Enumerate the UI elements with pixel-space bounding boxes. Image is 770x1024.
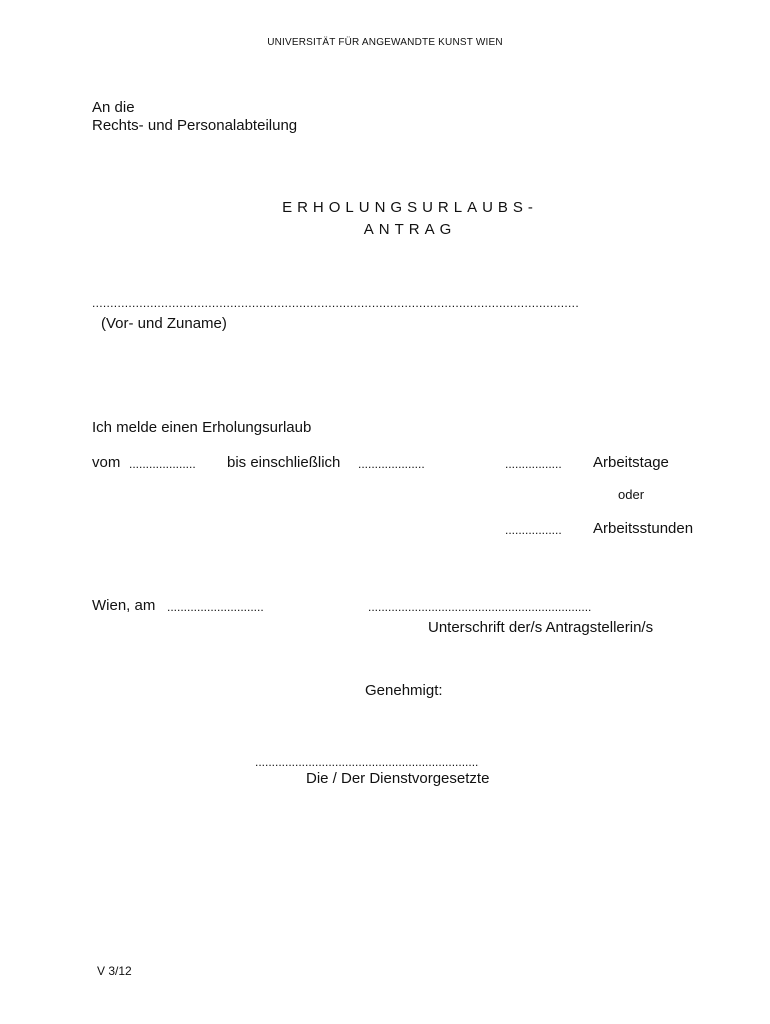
to-label: bis einschließlich	[227, 454, 341, 471]
leave-statement: Ich melde einen Erholungsurlaub	[92, 419, 312, 436]
version-label: V 3/12	[97, 964, 132, 978]
workdays-input[interactable]: .................	[505, 457, 562, 471]
name-field-label: (Vor- und Zuname)	[101, 315, 227, 332]
form-title-line-2: ANTRAG	[363, 221, 457, 238]
workhours-input[interactable]: .................	[505, 523, 562, 537]
address-line-2: Rechts- und Personalabteilung	[92, 117, 298, 134]
or-label: oder	[618, 487, 645, 502]
name-input-line[interactable]: ......................................................................................................................................	[92, 296, 579, 310]
applicant-signature-line[interactable]: ...................................................................	[368, 600, 592, 614]
address-line-1: An die	[92, 99, 135, 116]
approval-label: Genehmigt:	[365, 682, 443, 699]
workhours-label: Arbeitsstunden	[593, 520, 694, 537]
supervisor-signature-line[interactable]: ...................................................................	[255, 755, 479, 769]
university-header: UNIVERSITÄT FÜR ANGEWANDTE KUNST WIEN	[267, 37, 503, 48]
from-date-input[interactable]: ....................	[129, 457, 196, 471]
date-input[interactable]: .............................	[167, 600, 264, 614]
place-date-label: Wien, am	[92, 597, 156, 614]
form-title-line-1: ERHOLUNGSURLAUBS-	[282, 199, 538, 216]
workdays-label: Arbeitstage	[593, 454, 669, 471]
applicant-signature-label: Unterschrift der/s Antragstellerin/s	[428, 619, 654, 636]
to-date-input[interactable]: ....................	[358, 457, 425, 471]
supervisor-signature-label: Die / Der Dienstvorgesetzte	[306, 770, 490, 787]
from-label: vom	[92, 454, 121, 471]
